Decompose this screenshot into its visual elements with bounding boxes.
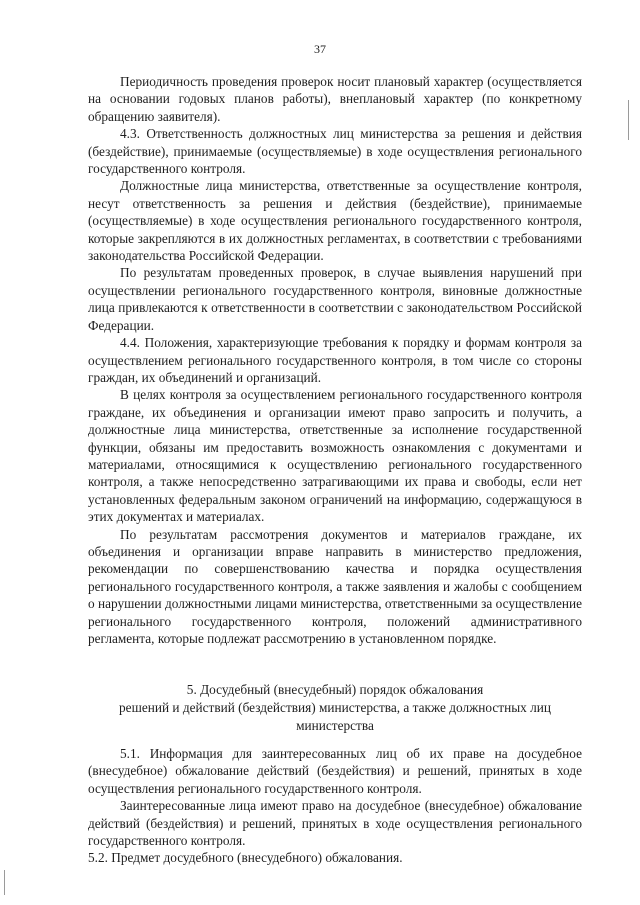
paragraph: 4.3. Ответственность должностных лиц министерства за решения и действия (бездействие), принимаемые (осуществляемые) в ходе осуществления регионального государственного контроля. [88, 126, 582, 177]
paragraph: По результатам рассмотрения документов и материалов граждане, их объединения и организации вправе направить в министерство предложения, рекомендации по совершенствованию качества и порядка осуществления регионального государственного контроля, а также заявления и жалобы с сообщением о нарушении должностными лицами министерства, ответственными за осуществление регионального государственного контроля, положений административного регламента, которые подлежат рассмотрению в установленном порядке. [88, 526, 582, 646]
paragraph: 5.2. Предмет досудебного (внесудебного) обжалования. [88, 850, 403, 866]
section-heading-line: решений и действий (бездействия) министерства, а также должностных лиц [119, 700, 551, 715]
paragraph: Заинтересованные лица имеют право на досудебное (внесудебное) обжалование действий (бездействия) и решений, принятых в ходе осуществления регионального государственного контроля. [88, 798, 582, 849]
paragraph: 5.1. Информация для заинтересованных лиц об их праве на досудебное (внесудебное) обжалование действий (бездействия) и решений, принятых в ходе осуществления регионального государственного контроля. [88, 746, 582, 796]
section-heading [88, 681, 582, 735]
paragraph: По результатам проведенных проверок, в случае выявления нарушений при осуществлении регионального государственного контроля, виновные должностные лица привлекаются к ответственности в соответствии с законодательством Российской Федерации. [88, 265, 582, 333]
paragraph: Должностные лица министерства, ответственные за осуществление контроля, несут ответственность за решения и действия (бездействие), принимаемые (осуществляемые) в ходе осуществления регионального государственного контроля, которые закрепляются в их должностных регламентах, в соответствии с требованиями законодательства Российской Федерации. [88, 178, 582, 264]
page-number: 37 [314, 42, 326, 56]
section-heading-line: министерства [296, 718, 374, 733]
section-body [88, 745, 582, 867]
section-heading-line: 5. Досудебный (внесудебный) порядок обжалования [186, 682, 484, 697]
scan-artifact [628, 100, 629, 140]
document-body [88, 73, 582, 647]
scan-artifact [4, 870, 5, 895]
paragraph: 4.4. Положения, характеризующие требования к порядку и формам контроля за осуществлением регионального государственного контроля, в том числе со стороны граждан, их объединений и организаций. [88, 335, 582, 385]
paragraph: Периодичность проведения проверок носит плановый характер (осуществляется на основании годовых планов работы), внеплановый характер (по конкретному обращению заявителя). [88, 74, 582, 124]
paragraph: В целях контроля за осуществлением регионального государственного контроля граждане, их объединения и организации имеют право запросить и получить, а должностные лица министерства, ответственные за исполнение государственной функции, обязаны им предоставить возможность ознакомления с документами и материалами, относящимися к осуществлению регионального государственного контроля, а также непосредственно затрагивающими их права и свободы, если нет установленных федеральным законом ограничений на информацию, содержащуюся в этих документах и материалах. [88, 387, 582, 525]
